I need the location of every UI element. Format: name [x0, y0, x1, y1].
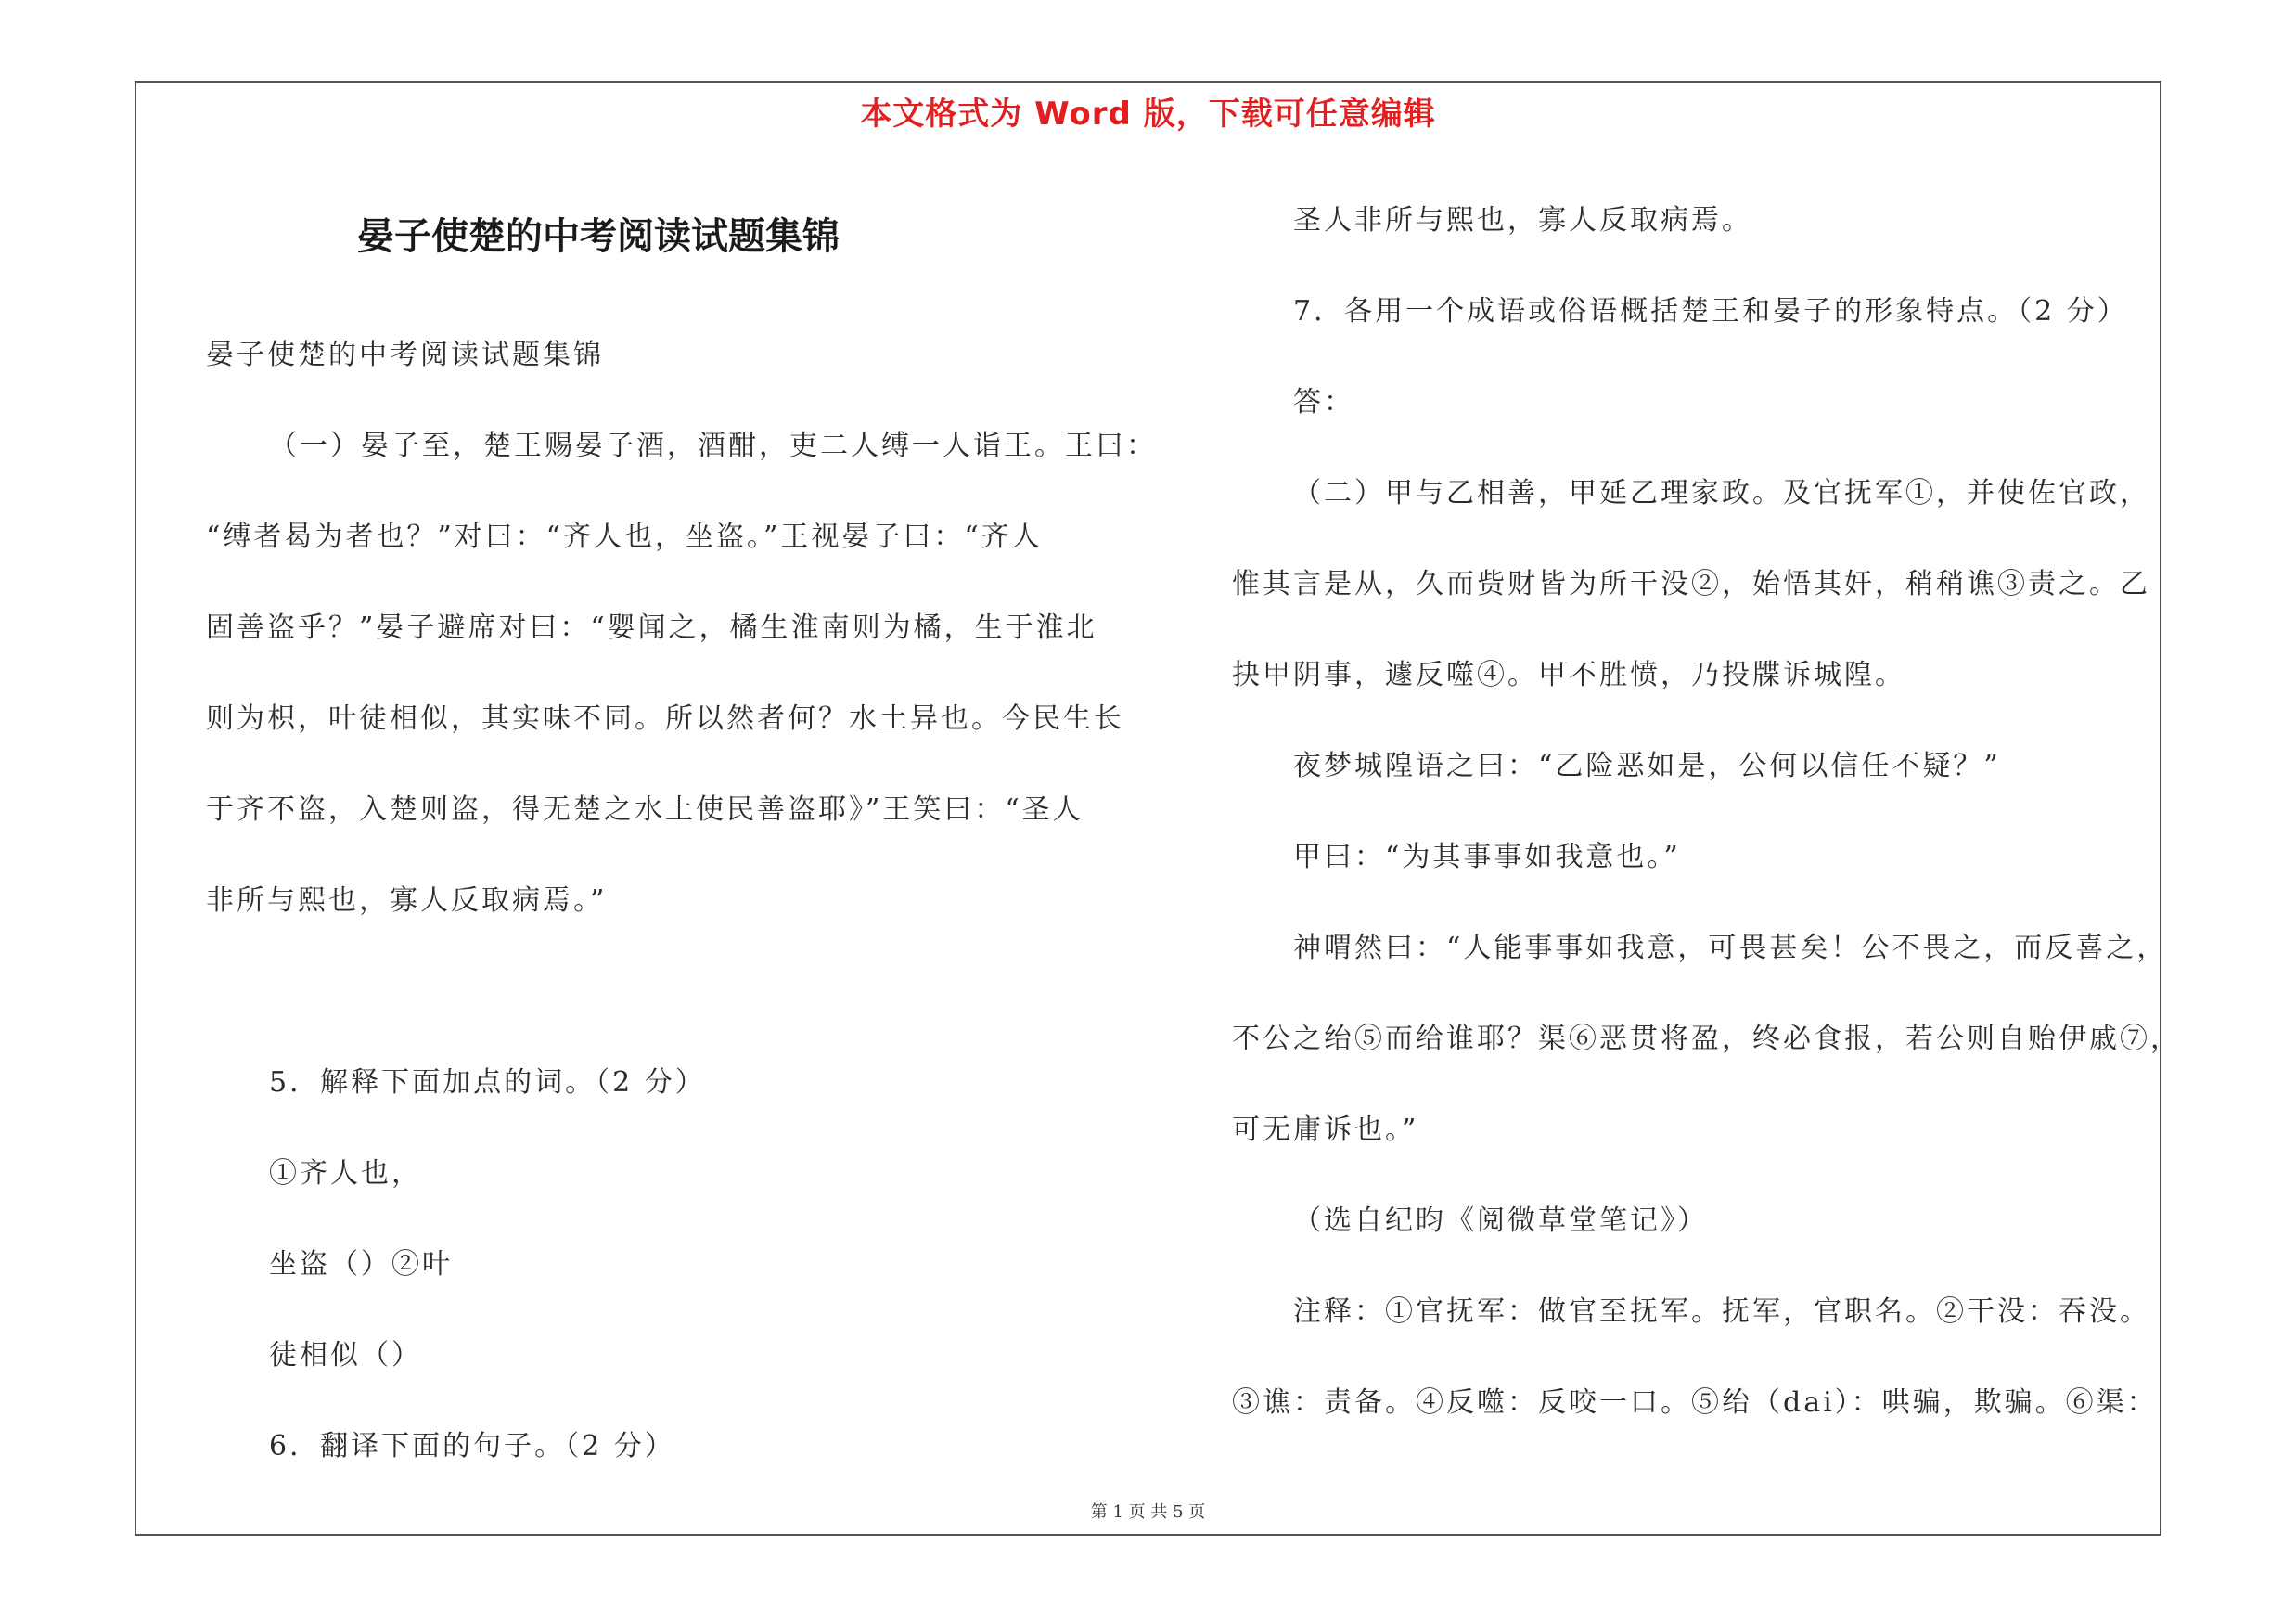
text-line: 固善盗乎？”晏子避席对曰：“婴闻之，橘生淮南则为橘，生于淮北: [206, 612, 1097, 644]
text-line: 于齐不盗，入楚则盗，得无楚之水土使民善盗耶》”王笑曰：“圣人: [206, 793, 1084, 826]
notes-line: ③谯：责备。④反噬：反咬一口。⑤绐（dai）：哄骗，欺骗。⑥渠：: [1232, 1386, 2158, 1419]
question-line: 6．翻译下面的句子。（2 分）: [269, 1430, 675, 1462]
page-footer: 第 1 页 共 5 页: [1090, 1502, 1206, 1522]
notes-line: 注释：①官抚军：做官至抚军。抚军，官职名。②干没：吞没。: [1293, 1295, 2150, 1328]
text-line: ①齐人也，: [269, 1157, 422, 1190]
text-line: （二）甲与乙相善，甲延乙理家政。及官抚军①，并使佐官政，: [1293, 477, 2150, 509]
text-line: 坐盗（）②叶: [269, 1248, 453, 1281]
text-line: （一）晏子至，楚王赐晏子酒，酒酣，吏二人缚一人诣王。王曰：: [269, 430, 1157, 462]
text-line: 可无庸诉也。”: [1232, 1114, 1419, 1146]
document-title: 晏子使楚的中考阅读试题集锦: [357, 215, 840, 258]
text-line: 圣人非所与熙也，寡人反取病焉。: [1293, 204, 1752, 237]
text-line: 惟其言是从，久而赀财皆为所干没②，始悟其奸，稍稍谯③责之。乙: [1232, 568, 2150, 600]
text-line: 徒相似（）: [269, 1339, 422, 1372]
subtitle-line: 晏子使楚的中考阅读试题集锦: [206, 339, 604, 371]
text-line: 不公之绐⑤而给谁耶？渠⑥恶贯将盈，终必食报，若公则自贻伊戚⑦，: [1232, 1023, 2181, 1055]
text-line: 甲曰：“为其事事如我意也。”: [1293, 841, 1681, 873]
source-line: （选自纪昀《阅微草堂笔记》）: [1293, 1204, 1708, 1237]
answer-line: 答：: [1293, 386, 1354, 419]
question-line: 7．各用一个成语或俗语概括楚王和晏子的形象特点。（2 分）: [1293, 295, 2128, 328]
text-line: 抉甲阴事，遽反噬④。甲不胜愤，乃投牒诉城隍。: [1232, 659, 1905, 691]
text-line: 夜梦城隍语之曰：“乙险恶如是，公何以信任不疑？”: [1293, 750, 2001, 782]
format-banner: 本文格式为 Word 版，下载可任意编辑: [860, 96, 1436, 133]
text-line: 神喟然曰：“人能事事如我意，可畏甚矣！公不畏之，而反喜之，: [1293, 932, 2168, 964]
text-line: “缚者曷为者也？”对曰：“齐人也，坐盗。”王视晏子曰：“齐人: [206, 521, 1043, 553]
text-line: 则为枳，叶徒相似，其实味不同。所以然者何？水土异也。今民生长: [206, 702, 1124, 735]
text-line: 非所与熙也，寡人反取病焉。”: [206, 884, 608, 917]
question-line: 5．解释下面加点的词。（2 分）: [269, 1066, 706, 1099]
